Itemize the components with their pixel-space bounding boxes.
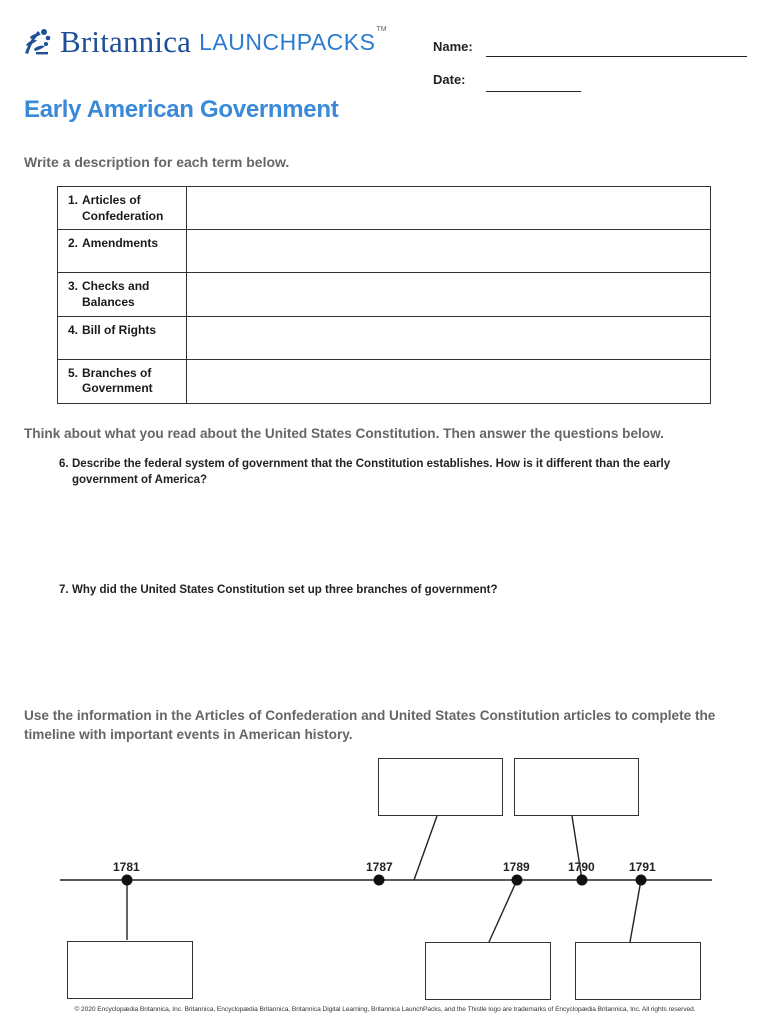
britannica-launchpacks-logo bbox=[22, 22, 387, 62]
date-field[interactable] bbox=[486, 91, 581, 92]
connector-line bbox=[414, 816, 437, 880]
term-label: 4. Bill of Rights bbox=[58, 317, 187, 359]
timeline-instruction: Use the information in the Articles of Confederation and United States Constitution articles to complete the timeline with important events in American history. bbox=[24, 708, 716, 742]
logo-trademark: TM bbox=[376, 26, 387, 33]
answer-area-6[interactable] bbox=[72, 492, 712, 570]
timeline-year: 1787 bbox=[366, 860, 393, 874]
timeline-event-box[interactable] bbox=[514, 758, 639, 816]
date-label: Date: bbox=[433, 72, 466, 87]
term-answer-cell[interactable] bbox=[187, 230, 710, 272]
timeline-event-box[interactable] bbox=[67, 941, 193, 999]
name-field[interactable] bbox=[486, 56, 747, 57]
timeline bbox=[0, 740, 770, 1020]
term-label: 1. Articles of Confederation bbox=[58, 187, 187, 229]
page-title: Early American Government bbox=[24, 96, 339, 123]
timeline-year: 1790 bbox=[568, 860, 595, 874]
term-label: 5. Branches of Government bbox=[58, 360, 187, 403]
copyright-footer: © 2020 Encyclopædia Britannica, Inc. Britannica, Encyclopædia Britannica, Britannica Digital Learning, Britannica LaunchPacks, and the Thistle logo are trademarks of Encyclopædia Britannica, Inc. All rights reserved. bbox=[74, 1006, 696, 1013]
questions-instruction: Think about what you read about the United States Constitution. Then answer the questions below. bbox=[24, 426, 664, 441]
timeline-point-1781 bbox=[122, 875, 133, 886]
connector-line bbox=[630, 880, 641, 942]
timeline-year: 1789 bbox=[503, 860, 530, 874]
timeline-year: 1791 bbox=[629, 860, 656, 874]
connector-line bbox=[489, 880, 517, 942]
question-6: 6. Describe the federal system of government that the Constitution establishes. How is it different than the early government of America? bbox=[59, 458, 671, 486]
timeline-year: 1781 bbox=[113, 860, 140, 874]
term-answer-cell[interactable] bbox=[187, 273, 710, 315]
timeline-event-box[interactable] bbox=[378, 758, 503, 816]
terms-instruction: Write a description for each term below. bbox=[24, 154, 290, 170]
term-label: 3. Checks and Balances bbox=[58, 273, 187, 315]
logo-brand-text: Britannica bbox=[60, 24, 192, 59]
table-row bbox=[58, 273, 710, 316]
timeline-point-1787 bbox=[374, 875, 385, 886]
terms-table bbox=[57, 186, 711, 404]
thistle-logo-icon bbox=[22, 25, 56, 59]
timeline-event-box[interactable] bbox=[425, 942, 551, 1000]
table-row bbox=[58, 317, 710, 360]
logo-product-text: LAUNCHPACKS bbox=[199, 29, 376, 55]
table-row bbox=[58, 360, 710, 403]
term-answer-cell[interactable] bbox=[187, 360, 710, 403]
timeline-point-1791 bbox=[636, 875, 647, 886]
table-row bbox=[58, 230, 710, 273]
term-answer-cell[interactable] bbox=[187, 187, 710, 229]
question-7: 7. Why did the United States Constitution set up three branches of government? bbox=[59, 584, 498, 596]
timeline-event-box[interactable] bbox=[575, 942, 701, 1000]
term-label: 2. Amendments bbox=[58, 230, 187, 272]
name-label: Name: bbox=[433, 39, 473, 54]
timeline-point-1789 bbox=[512, 875, 523, 886]
table-row bbox=[58, 187, 710, 230]
term-answer-cell[interactable] bbox=[187, 317, 710, 359]
answer-area-7[interactable] bbox=[72, 602, 712, 692]
timeline-point-1790 bbox=[577, 875, 588, 886]
